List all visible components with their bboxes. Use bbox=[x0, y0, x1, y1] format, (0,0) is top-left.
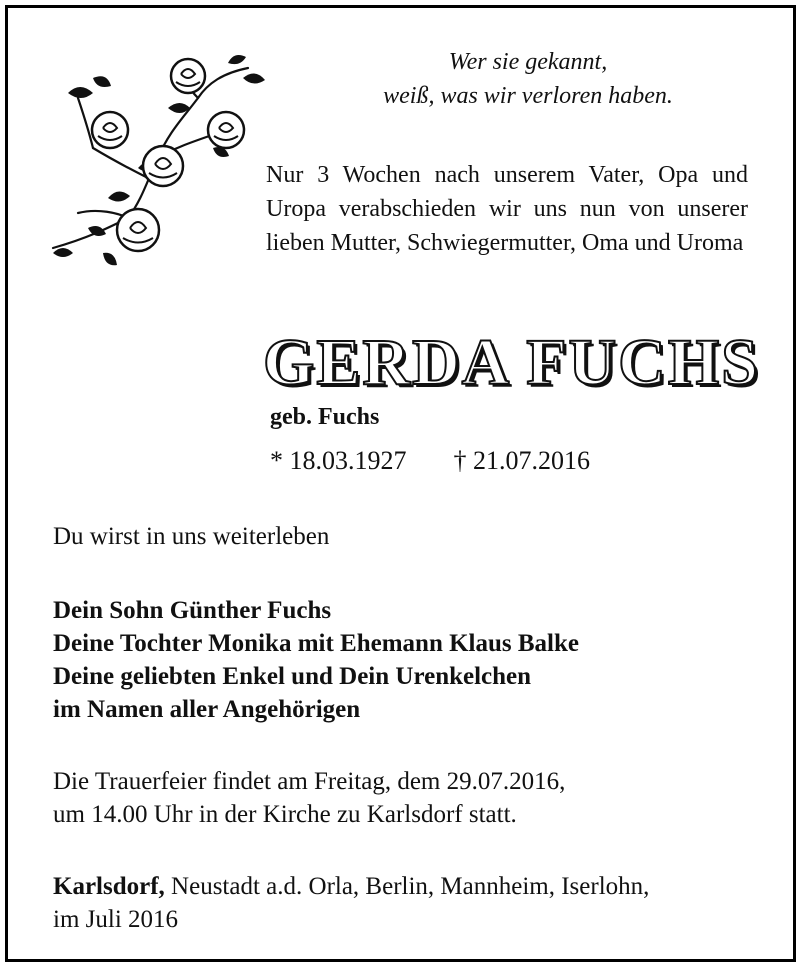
service-line-1: Die Trauerfeier findet am Freitag, dem 29.07.2016, bbox=[53, 768, 566, 795]
quote-line-2: weiß, was wir verloren haben. bbox=[383, 83, 673, 109]
service-line-2: um 14.00 Uhr in der Kirche zu Karlsdorf statt. bbox=[53, 801, 517, 828]
place-date: im Juli 2016 bbox=[53, 906, 179, 933]
mourner-line: Dein Sohn Günther Fuchs bbox=[53, 597, 332, 624]
farewell-text: Du wirst in uns weiterleben bbox=[53, 523, 330, 550]
quote-line-1: Wer sie gekannt, bbox=[448, 49, 608, 75]
mourner-line: Deine geliebten Enkel und Dein Urenkelchen bbox=[53, 663, 532, 690]
life-dates bbox=[270, 446, 590, 476]
places-line bbox=[53, 870, 649, 903]
place-karlsdorf: Karlsdorf, bbox=[53, 873, 165, 900]
birth-date: * 18.03.1927 bbox=[270, 446, 407, 475]
other-places: Neustadt a.d. Orla, Berlin, Mannheim, Iserlohn, bbox=[164, 873, 650, 900]
deceased-name: GERDA FUCHS bbox=[263, 326, 760, 399]
mourner-line: im Namen aller Angehörigen bbox=[53, 696, 361, 723]
intro-text: Nur 3 Wochen nach unserem Vater, Opa und Uropa verabschieden wir uns nun von unserer lieben Mutter, Schwiegermutter, Oma und Uroma bbox=[266, 162, 748, 256]
roses-icon bbox=[48, 48, 273, 283]
mourner-line: Deine Tochter Monika mit Ehemann Klaus Balke bbox=[53, 630, 579, 657]
death-date: † 21.07.2016 bbox=[453, 446, 590, 475]
obituary-frame bbox=[5, 5, 796, 962]
maiden-name: geb. Fuchs bbox=[270, 404, 380, 430]
